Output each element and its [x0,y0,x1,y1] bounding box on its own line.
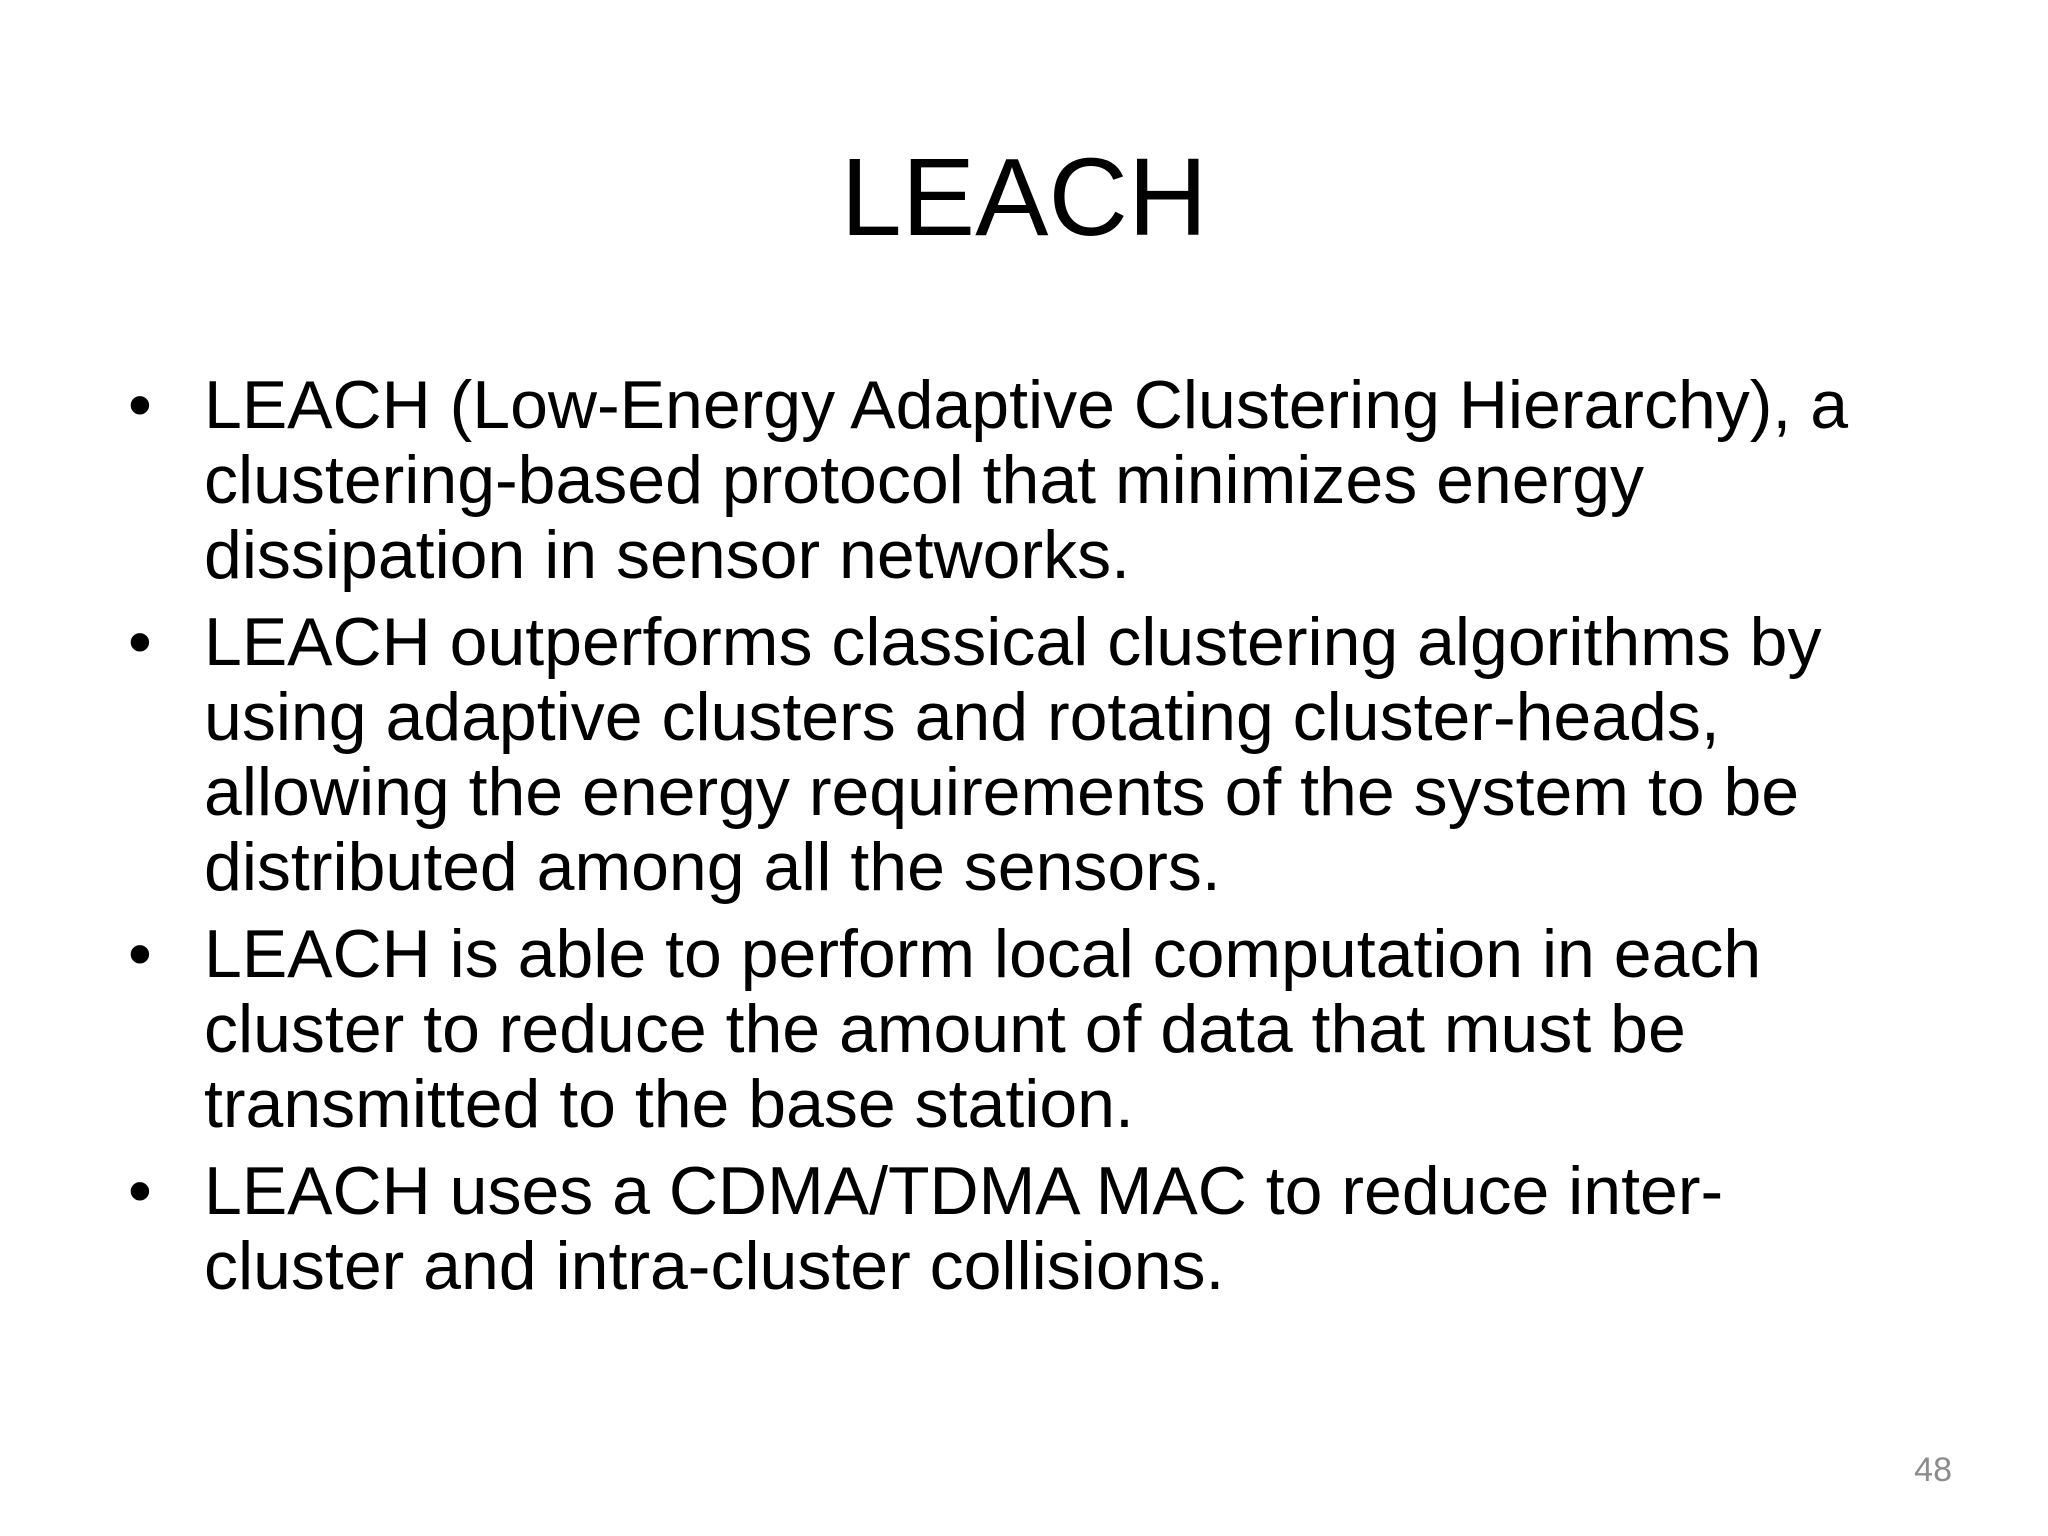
bullet-text: LEACH uses a CDMA/TDMA MAC to reduce inter-cluster and intra-cluster collisions. [204,1153,1724,1304]
page-number: 48 [1914,1451,1952,1489]
bullet-icon: • [128,604,152,680]
bullet-list [120,368,1920,1316]
bullet-item [120,368,1920,593]
bullet-icon: • [128,1153,152,1229]
bullet-text: LEACH (Low-Energy Adaptive Clustering Hierarchy), a clustering-based protocol that minimizes energy dissipation in sensor networks. [204,367,1849,593]
bullet-item [120,917,1920,1142]
bullet-text: LEACH outperforms classical clustering algorithms by using adaptive clusters and rotating cluster-heads, allowing the energy requirements of the system to be distributed among all the sensors. [204,604,1822,905]
slide-title: LEACH [840,136,1208,259]
bullet-item [120,1154,1920,1304]
bullet-text: LEACH is able to perform local computation in each cluster to reduce the amount of data that must be transmitted to the base station. [204,916,1762,1142]
bullet-icon: • [128,367,152,443]
bullet-icon: • [128,916,152,992]
bullet-item [120,605,1920,905]
